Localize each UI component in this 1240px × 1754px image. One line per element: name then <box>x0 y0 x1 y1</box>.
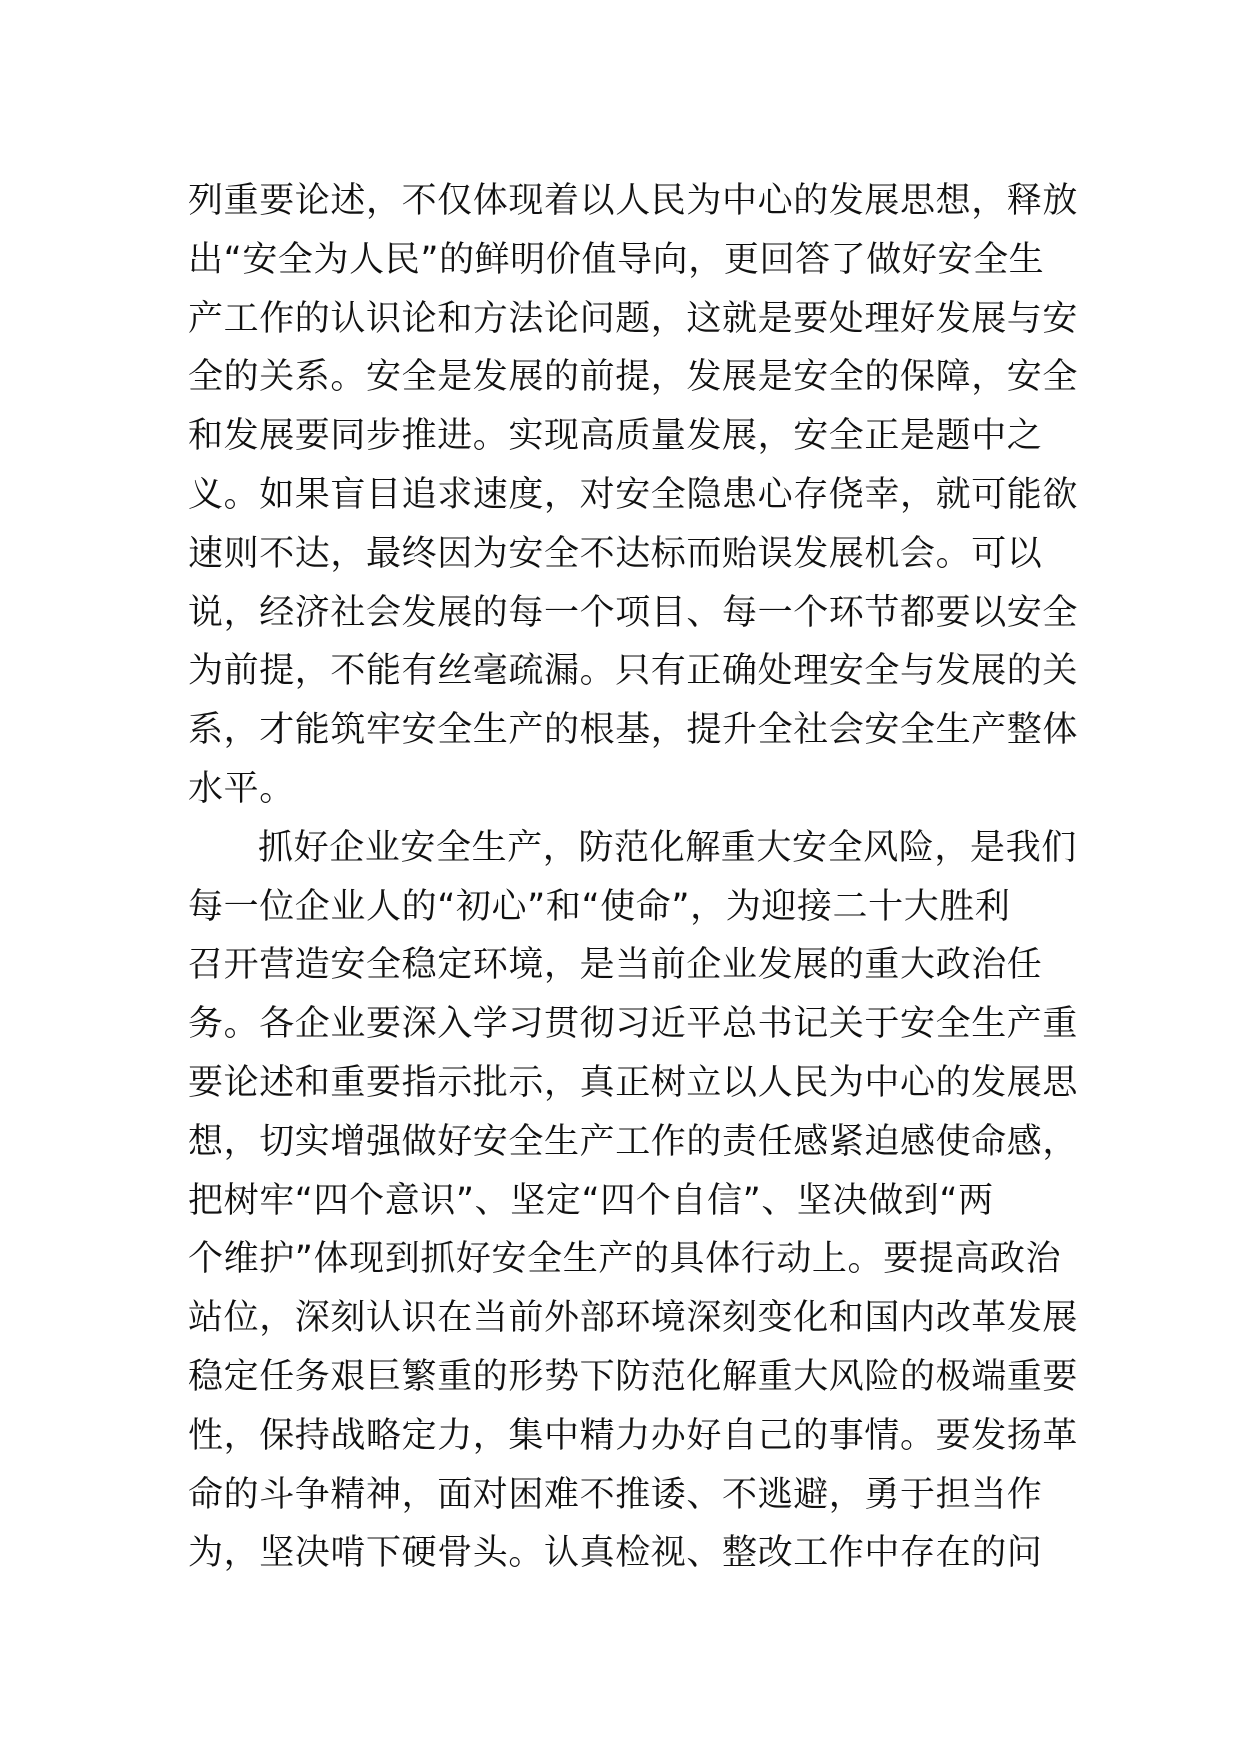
paragraph-first-line: 抓好企业安全生产，防范化解重大安全风险，是我们 <box>258 827 1077 868</box>
text-line: 为，坚决啃下硬骨头。认真检视、整改工作中存在的问 <box>188 1533 1043 1574</box>
text-line: 个维护”体现到抓好安全生产的具体行动上。要提高政治 <box>188 1239 1062 1280</box>
text-line: 想，切实增强做好安全生产工作的责任感紧迫感使命感， <box>188 1121 1079 1162</box>
text-line: 全的关系。安全是发展的前提，发展是安全的保障，安全 <box>188 357 1079 398</box>
text-line: 水平。 <box>188 768 295 809</box>
text-line: 为前提，不能有丝毫疏漏。只有正确处理安全与发展的关 <box>188 651 1079 692</box>
text-line: 速则不达，最终因为安全不达标而贻误发展机会。可以 <box>188 533 1043 574</box>
text-line: 性，保持战略定力，集中精力办好自己的事情。要发扬革 <box>188 1415 1079 1456</box>
text-line: 站位，深刻认识在当前外部环境深刻变化和国内改革发展 <box>188 1298 1079 1339</box>
body-text <box>188 172 1079 1583</box>
text-line: 产工作的认识论和方法论问题，这就是要处理好发展与安 <box>188 298 1079 339</box>
text-line: 命的斗争精神，面对困难不推诿、不逃避，勇于担当作 <box>188 1474 1043 1515</box>
text-line: 和发展要同步推进。实现高质量发展，安全正是题中之 <box>188 416 1043 457</box>
text-line: 每一位企业人的“初心”和“使命”，为迎接二十大胜利 <box>188 886 1011 927</box>
text-line: 出“安全为人民”的鲜明价值导向，更回答了做好安全生 <box>188 239 1045 280</box>
text-line: 召开营造安全稳定环境，是当前企业发展的重大政治任 <box>188 945 1043 986</box>
text-line: 义。如果盲目追求速度，对安全隐患心存侥幸，就可能欲 <box>188 474 1079 515</box>
text-line: 稳定任务艰巨繁重的形势下防范化解重大风险的极端重要 <box>188 1356 1079 1397</box>
text-line: 要论述和重要指示批示，真正树立以人民为中心的发展思 <box>188 1062 1079 1103</box>
text-line: 务。各企业要深入学习贯彻习近平总书记关于安全生产重 <box>188 1004 1079 1045</box>
text-line: 列重要论述，不仅体现着以人民为中心的发展思想，释放 <box>188 181 1079 221</box>
text-line: 把树牢“四个意识”、坚定“四个自信”、坚决做到“两 <box>188 1180 994 1221</box>
text-line: 系，才能筑牢安全生产的根基，提升全社会安全生产整体 <box>188 710 1079 751</box>
text-line: 说，经济社会发展的每一个项目、每一个环节都要以安全 <box>188 592 1079 633</box>
